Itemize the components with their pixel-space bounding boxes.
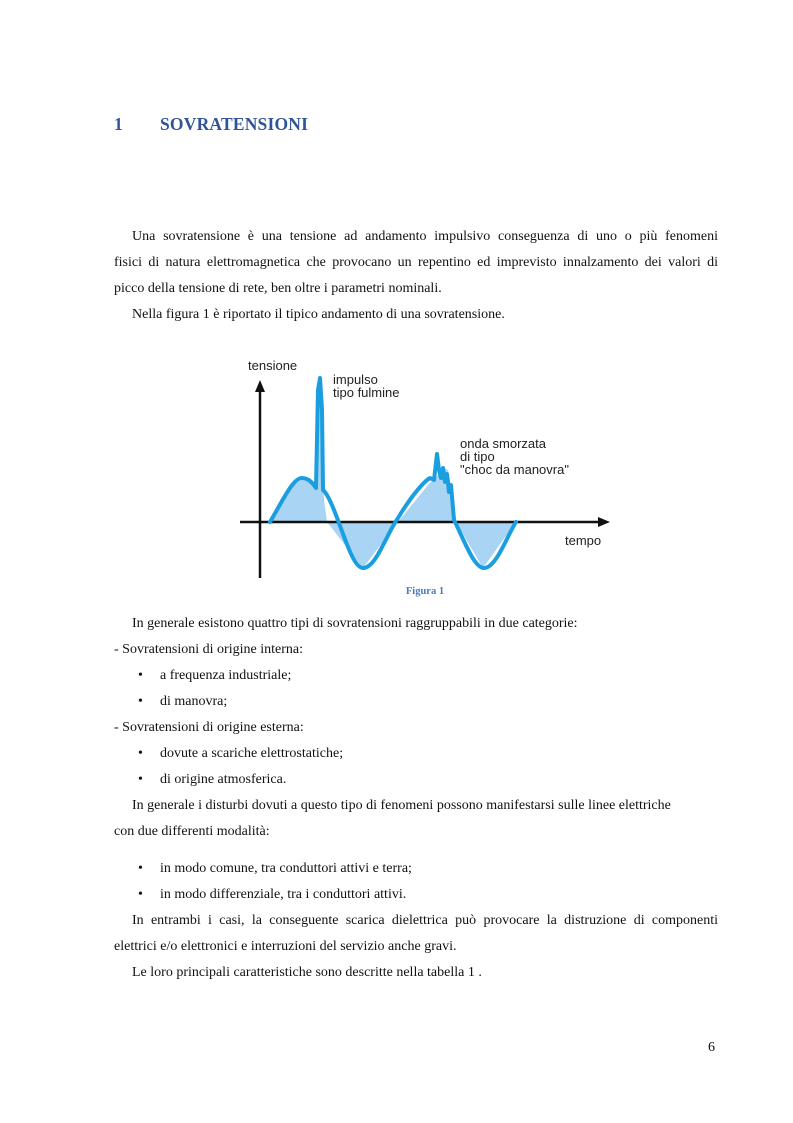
list-item: • di origine atmosferica. (138, 772, 287, 787)
x-axis-arrow (598, 517, 610, 527)
section-heading (114, 114, 308, 135)
intro-line-2: fisici di natura elettromagnetica che provocano un repentino ed imprevisto innalzamento dei valori di (114, 255, 718, 270)
intro-line-1: Una sovratensione è una tensione ad andamento impulsivo conseguenza di uno o più fenomeni (132, 229, 718, 244)
intro-paragraph (114, 224, 718, 328)
list-item: • a frequenza industriale; (138, 668, 292, 683)
category-external: - Sovratensioni di origine esterna: (114, 720, 304, 735)
annotation-switching-line-2: di tipo (460, 449, 495, 464)
disturbances-line-1: In generale i disturbi dovuti a questo tipo di fenomeni possono manifestarsi sulle linee elettriche (132, 798, 671, 813)
list-item: • in modo differenziale, tra i conduttori attivi. (138, 887, 407, 902)
annotation-switching-line-3: "choc da manovra" (460, 462, 569, 477)
disturbances-line-2: con due differenti modalità: (114, 824, 270, 839)
consequence-line-1: In entrambi i casi, la conseguente scarica dielettrica può provocare la distruzione di componenti (132, 913, 718, 928)
surge-figure (228, 350, 618, 582)
annotation-impulse-line-2: tipo fulmine (333, 385, 400, 400)
section-title: SOVRATENSIONI (160, 114, 309, 134)
list-item: • di manovra; (138, 694, 228, 709)
intro-line-4: Nella figura 1 è riportato il tipico andamento di una sovratensione. (132, 307, 505, 322)
figure-caption: Figura 1 (405, 586, 445, 597)
annotation-impulse-line-1: impulso (333, 372, 378, 387)
consequence-line-2: elettrici e/o elettronici e interruzioni del servizio anche gravi. (114, 939, 457, 954)
list-item: • dovute a scariche elettrostatiche; (138, 746, 344, 761)
section-number: 1 (114, 114, 123, 134)
table-reference: Le loro principali caratteristiche sono descritte nella tabella 1 . (132, 965, 482, 980)
list-item: • in modo comune, tra conduttori attivi e terra; (138, 861, 412, 876)
annotation-switching-line-1: onda smorzata (460, 436, 546, 451)
y-axis-label: tensione (248, 358, 298, 373)
consequence-paragraph (114, 908, 718, 960)
x-axis-label: tempo (565, 533, 602, 548)
category-internal: - Sovratensioni di origine interna: (114, 642, 303, 657)
intro-line-3: picco della tensione di rete, ben oltre i parametri nominali. (114, 281, 442, 296)
types-intro: In generale esistono quattro tipi di sovratensioni raggruppabili in due categorie: (132, 616, 578, 631)
page-number: 6 (708, 1040, 715, 1055)
y-axis-arrow (255, 380, 265, 392)
